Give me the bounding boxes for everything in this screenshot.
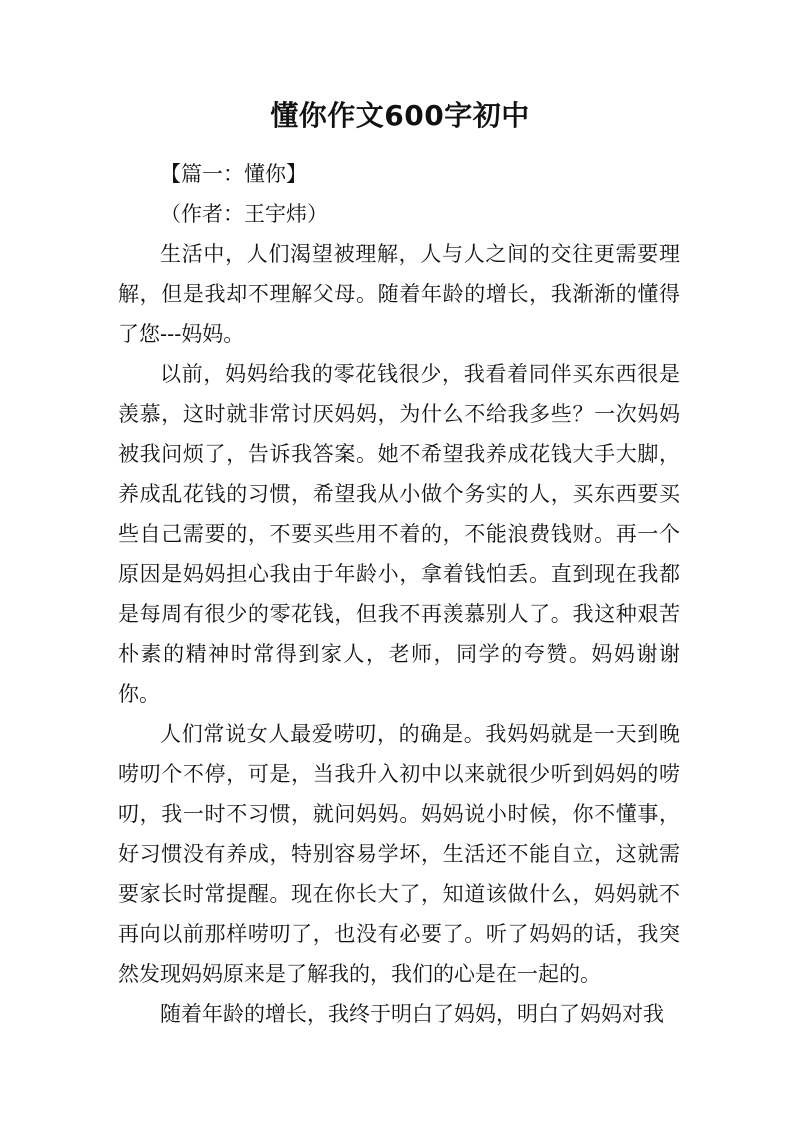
paragraph: 生活中，人们渴望被理解，人与人之间的交往更需要理解，但是我却不理解父母。随着年龄的增长，我渐渐的懂得了您---妈妈。 [118, 242, 680, 346]
paragraph: 人们常说女人最爱唠叨，的确是。我妈妈就是一天到晚唠叨个不停，可是，当我升入初中以来就很少听到妈妈的唠叨，我一时不习惯，就问妈妈。妈妈说小时候，你不懂事，好习惯没有养成，特别容易学坏，生活还不能自立，这就需要家长时常提醒。现在你长大了，知道该做什么，妈妈就不再向以前那样唠叨了，也没有必要了。听了妈妈的话，我突然发现妈妈原来是了解我的，我们的心是在一起的。 [118, 722, 680, 986]
page-title: 懂你作文600字初中 [270, 99, 530, 132]
section-heading: 【篇一：懂你】 [160, 162, 307, 186]
article-body [118, 154, 680, 1034]
paragraph: 以前，妈妈给我的零花钱很少，我看着同伴买东西很是羡慕，这时就非常讨厌妈妈，为什么不给我多些？一次妈妈被我问烦了，告诉我答案。她不希望我养成花钱大手大脚，养成乱花钱的习惯，希望我从小做个务实的人，买东西要买些自己需要的，不要买些用不着的，不能浪费钱财。再一个原因是妈妈担心我由于年龄小，拿着钱怕丢。直到现在我都是每周有很少的零花钱，但我不再羡慕别人了。我这种艰苦朴素的精神时常得到家人，老师，同学的夸赞。妈妈谢谢你。 [118, 362, 680, 706]
paragraph: 随着年龄的增长，我终于明白了妈妈，明白了妈妈对我 [160, 1002, 664, 1026]
author-line: （作者：王宇炜） [160, 202, 328, 226]
